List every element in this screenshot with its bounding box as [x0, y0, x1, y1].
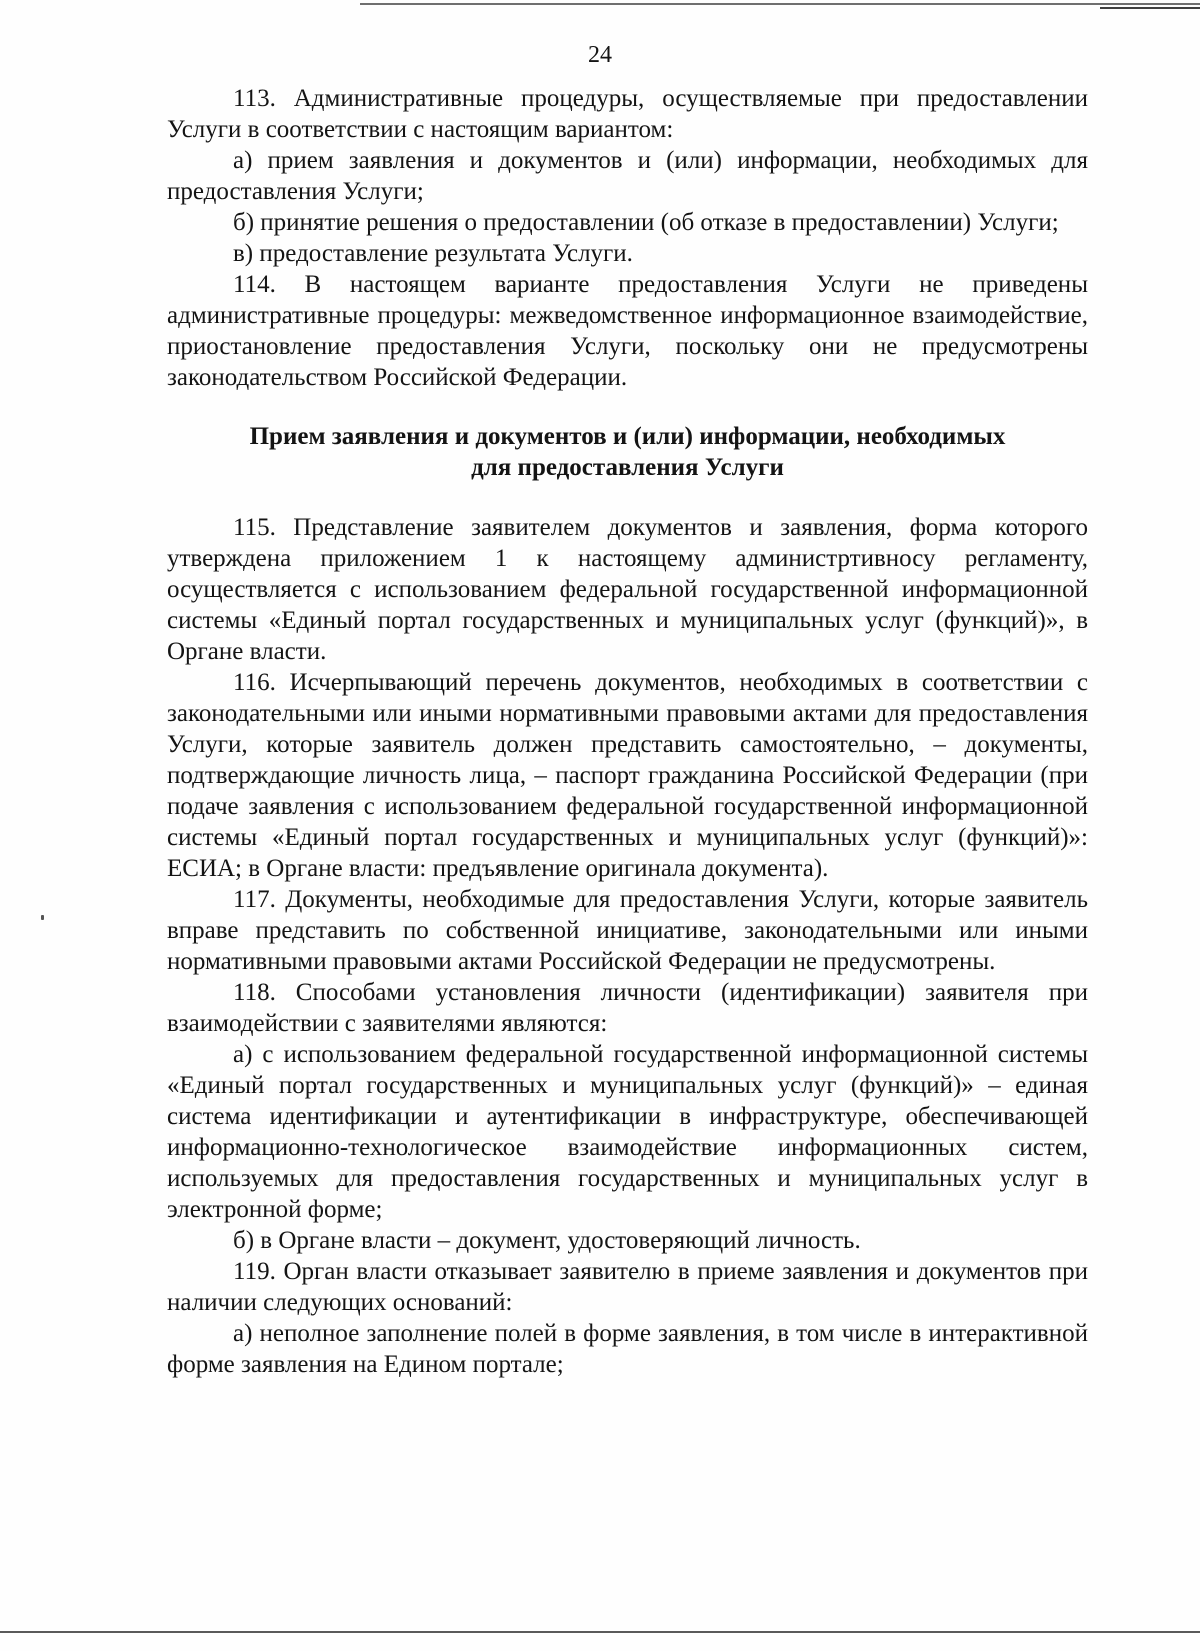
paragraph-113: 113. Административные процедуры, осуществляемые при предоставлении Услуги в соответствии с настоящим вариантом: — [167, 85, 1088, 143]
list-item-b: б) в Органе власти – документ, удостоверяющий личность. — [233, 1227, 861, 1254]
paragraph-117: 117. Документы, необходимые для предоставления Услуги, которые заявитель вправе представить по собственной инициативе, законодательными или иными нормативными правовыми актами Российской Федерации не предусмотрены. — [167, 886, 1088, 975]
list-item-a: а) неполное заполнение полей в форме заявления, в том числе в интерактивной форме заявления на Едином портале; — [167, 1320, 1088, 1378]
scan-edge-line — [1100, 7, 1200, 9]
scan-speck — [41, 915, 44, 920]
list-item-a: а) с использованием федеральной государственной информационной системы «Единый портал государственных и муниципальных услуг (функций)» – единая система идентификации и аутентификации в инфраструктуре, обеспечивающей информационно-технологическое взаимодействие информационных систем, используемых для предоставления государственных и муниципальных услуг в электронной форме; — [167, 1041, 1088, 1223]
section-heading-line1: Прием заявления и документов и (или) информации, необходимых — [249, 423, 1006, 450]
section-heading — [167, 421, 1088, 483]
page-number: 24 — [588, 42, 612, 68]
list-item-a: а) прием заявления и документов и (или) информации, необходимых для предоставления Услуги; — [167, 147, 1088, 205]
document-body — [167, 83, 1088, 1380]
paragraph-119: 119. Орган власти отказывает заявителю в приеме заявления и документов при наличии следующих оснований: — [167, 1258, 1088, 1316]
list-item-v: в) предоставление результата Услуги. — [233, 240, 633, 267]
paragraph-115: 115. Представление заявителем документов и заявления, форма которого утверждена приложением 1 к настоящему администртивносу регламенту, осуществляется с использованием федеральной государственной информационной системы «Единый портал государственных и муниципальных услуг (функций)», в Органе власти. — [167, 514, 1088, 665]
paragraph-116: 116. Исчерпывающий перечень документов, необходимых в соответствии с законодательными или иными нормативными правовыми актами для предоставления Услуги, которые заявитель должен представить самостоятельно, – документы, подтверждающие личность лица, – паспорт гражданина Российской Федерации (при подаче заявления с использованием федеральной государственной информационной системы «Единый портал государственных и муниципальных услуг (функций)»: ЕСИА; в Органе власти: предъявление оригинала документа). — [167, 669, 1088, 882]
scan-edge-line — [360, 3, 1200, 5]
paragraph-118: 118. Способами установления личности (идентификации) заявителя при взаимодействии с заявителями являются: — [167, 979, 1088, 1037]
section-heading-line2: для предоставления Услуги — [471, 454, 784, 481]
paragraph-114: 114. В настоящем варианте предоставления Услуги не приведены административные процедуры: межведомственное информационное взаимодействие, приостановление предоставления Услуги, поскольку они не предусмотрены законодательством Российской Федерации. — [167, 271, 1088, 391]
list-item-b: б) принятие решения о предоставлении (об отказе в предоставлении) Услуги; — [233, 209, 1059, 236]
scan-edge-line — [0, 1631, 1200, 1633]
